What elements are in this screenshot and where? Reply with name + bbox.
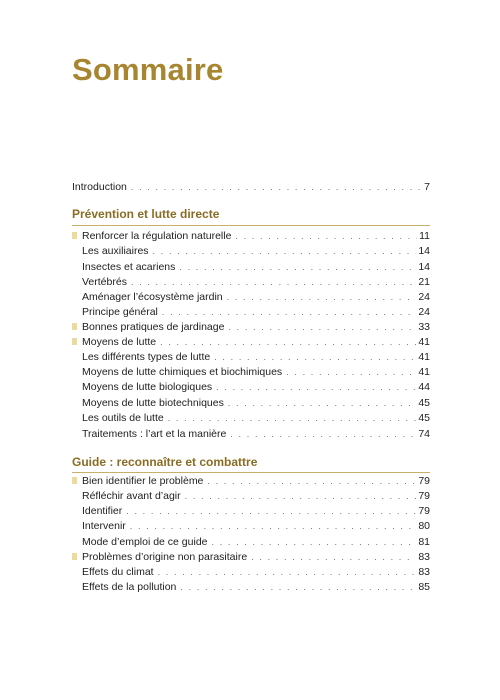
section-divider (72, 472, 430, 473)
toc-entry-level2[interactable] (82, 580, 430, 594)
toc-entry-level2[interactable] (82, 504, 430, 518)
toc-entry-level2[interactable] (82, 489, 430, 503)
toc-page-number: 81 (418, 536, 430, 548)
toc-page-number: 41 (418, 351, 430, 363)
toc-entry-label: Vertébrés (82, 276, 127, 288)
toc-page-number: 45 (418, 412, 430, 424)
toc-page-number: 14 (418, 245, 430, 257)
toc-entry-level1[interactable] (82, 550, 430, 564)
toc-entry-level2[interactable] (82, 305, 430, 319)
toc-page-number: 41 (418, 336, 430, 348)
dot-leader (180, 580, 416, 594)
toc-page-number: 79 (418, 475, 430, 487)
toc-entry-label: Les différents types de lutte (82, 351, 211, 363)
dot-leader (179, 260, 416, 274)
toc-entry-level2[interactable] (82, 396, 430, 410)
dot-leader (162, 305, 416, 319)
toc-page-number: 80 (418, 520, 430, 532)
toc-page-number: 79 (418, 505, 430, 517)
dot-leader (153, 244, 417, 258)
toc-entry-label: Réfléchir avant d’agir (82, 490, 181, 502)
toc-entry-label: Introduction (72, 181, 127, 193)
toc-page-number: 74 (418, 428, 430, 440)
section-heading-prevention: Prévention et lutte directe (72, 207, 220, 221)
section-heading-guide: Guide : reconnaître et combattre (72, 455, 258, 469)
toc-entry-level1[interactable] (82, 229, 430, 243)
dot-leader (228, 320, 416, 334)
dot-leader (216, 380, 416, 394)
dot-leader (185, 489, 417, 503)
toc-entry-label: Effets de la pollution (82, 581, 177, 593)
toc-entry-label: Intervenir (82, 520, 126, 532)
toc-entry-level2[interactable] (82, 365, 430, 379)
toc-page-number: 33 (418, 321, 430, 333)
toc-entry-label: Bien identifier le problème (82, 475, 204, 487)
toc-entry-level2[interactable] (82, 535, 430, 549)
toc-entry-level2[interactable] (82, 260, 430, 274)
dot-leader (230, 427, 416, 441)
toc-entry-label: Moyens de lutte biologiques (82, 381, 213, 393)
toc-entry-introduction[interactable] (72, 180, 430, 194)
toc-entry-label: Aménager l’écosystème jardin (82, 291, 223, 303)
toc-page-number: 83 (418, 551, 430, 563)
toc-entry-level2[interactable] (82, 244, 430, 258)
toc-entry-level1[interactable] (82, 335, 430, 349)
toc-entry-level2[interactable] (82, 290, 430, 304)
toc-entry-label: Effets du climat (82, 566, 154, 578)
toc-entry-label: Mode d’emploi de ce guide (82, 536, 208, 548)
toc-entry-level2[interactable] (82, 519, 430, 533)
dot-leader (214, 350, 416, 364)
toc-entry-label: Moyens de lutte (82, 336, 157, 348)
dot-leader (207, 474, 416, 488)
toc-page-number: 24 (418, 306, 430, 318)
toc-page-number: 41 (418, 366, 430, 378)
toc-entry-label: Moyens de lutte chimiques et biochimiques (82, 366, 283, 378)
dot-leader (212, 535, 417, 549)
toc-entry-level1[interactable] (82, 474, 430, 488)
toc-entry-level2[interactable] (82, 350, 430, 364)
toc-page-number: 79 (418, 490, 430, 502)
dot-leader (131, 180, 422, 194)
toc-entry-label: Les outils de lutte (82, 412, 164, 424)
toc-entry-level2[interactable] (82, 411, 430, 425)
dot-leader (130, 519, 417, 533)
page-title: Sommaire (72, 52, 224, 87)
toc-entry-level2[interactable] (82, 427, 430, 441)
dot-leader (168, 411, 417, 425)
dot-leader (227, 290, 417, 304)
toc-page-number: 45 (418, 397, 430, 409)
dot-leader (131, 275, 416, 289)
toc-entry-label: Renforcer la régulation naturelle (82, 230, 232, 242)
toc-entry-level2[interactable] (82, 565, 430, 579)
toc-entry-label: Bonnes pratiques de jardinage (82, 321, 225, 333)
toc-entry-level2[interactable] (82, 275, 430, 289)
toc-entry-label: Principe général (82, 306, 158, 318)
dot-leader (228, 396, 416, 410)
toc-entry-level2[interactable] (82, 380, 430, 394)
section-divider (72, 225, 430, 226)
toc-entry-label: Identifier (82, 505, 123, 517)
dot-leader (235, 229, 417, 243)
toc-page-number: 7 (424, 181, 430, 193)
toc-entry-label: Insectes et acariens (82, 261, 176, 273)
dot-leader (126, 504, 416, 518)
dot-leader (160, 335, 416, 349)
toc-page-number: 21 (418, 276, 430, 288)
toc-entry-label: Moyens de lutte biotechniques (82, 397, 224, 409)
toc-entry-label: Problèmes d’origine non parasitaire (82, 551, 248, 563)
toc-entry-label: Traitements : l’art et la manière (82, 428, 227, 440)
toc-page-number: 11 (419, 230, 430, 242)
toc-page-number: 14 (418, 261, 430, 273)
toc-page-number: 85 (418, 581, 430, 593)
toc-page-number: 24 (418, 291, 430, 303)
toc-entry-level1[interactable] (82, 320, 430, 334)
toc-page-number: 83 (418, 566, 430, 578)
toc-page-number: 44 (418, 381, 430, 393)
toc-entry-label: Les auxiliaires (82, 245, 149, 257)
dot-leader (286, 365, 416, 379)
dot-leader (158, 565, 417, 579)
dot-leader (251, 550, 416, 564)
